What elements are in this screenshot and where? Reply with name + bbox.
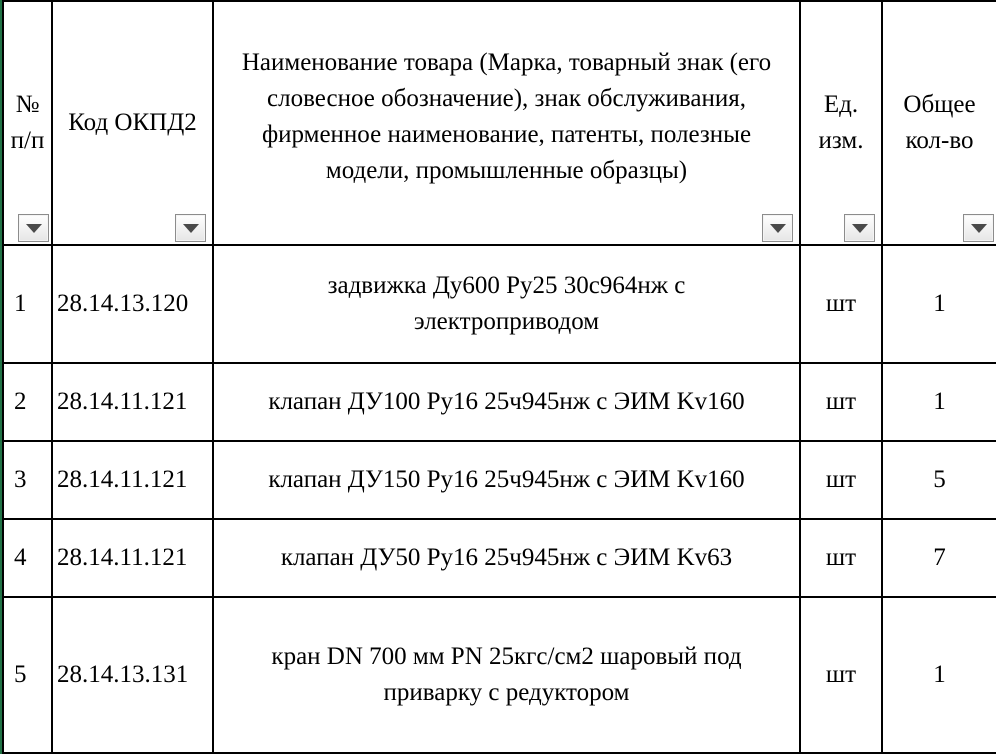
cell-num[interactable]: 5 [3, 597, 52, 753]
cell-unit[interactable]: шт [800, 363, 882, 441]
cell-qty[interactable]: 7 [882, 519, 996, 597]
column-header-code-label: Код ОКПД2 [68, 109, 197, 136]
column-header-code [52, 1, 213, 245]
dropdown-arrow-icon [770, 224, 786, 233]
table-row [3, 363, 996, 441]
column-header-name-label: Наименование товара (Марка, товарный знак (его словесное обозначение), знак обслуживания, фирменное наименование, патенты, полезные модели, промышленные образцы) [241, 49, 772, 184]
filter-button-name[interactable] [762, 214, 793, 242]
cell-code[interactable]: 28.14.13.131 [52, 597, 213, 753]
cell-num[interactable]: 3 [3, 441, 52, 519]
cell-num[interactable]: 1 [3, 245, 52, 363]
column-header-name [213, 1, 800, 245]
filter-button-code[interactable] [175, 214, 206, 242]
column-header-unit [800, 1, 882, 245]
table-row [3, 597, 996, 753]
table-row [3, 519, 996, 597]
dropdown-arrow-icon [852, 224, 868, 233]
cell-unit[interactable]: шт [800, 441, 882, 519]
cell-code[interactable]: 28.14.11.121 [52, 363, 213, 441]
filter-button-num[interactable] [18, 214, 49, 242]
column-header-qty [882, 1, 996, 245]
table-row [3, 441, 996, 519]
products-table [2, 0, 996, 754]
cell-name[interactable]: кран DN 700 мм PN 25кгс/см2 шаровый под приварку с редуктором [213, 597, 800, 753]
dropdown-arrow-icon [183, 224, 199, 233]
cell-name[interactable]: задвижка Ду600 Ру25 30с964нж с электроприводом [213, 245, 800, 363]
cell-unit[interactable]: шт [800, 245, 882, 363]
cell-code[interactable]: 28.14.11.121 [52, 441, 213, 519]
cell-name[interactable]: клапан ДУ100 Ру16 25ч945нж с ЭИМ Kv160 [213, 363, 800, 441]
cell-name[interactable]: клапан ДУ150 Ру16 25ч945нж с ЭИМ Kv160 [213, 441, 800, 519]
cell-qty[interactable]: 1 [882, 245, 996, 363]
column-header-qty-label: Общее кол-во [903, 91, 976, 154]
cell-qty[interactable]: 1 [882, 597, 996, 753]
cell-qty[interactable]: 1 [882, 363, 996, 441]
dropdown-arrow-icon [26, 224, 42, 233]
cell-code[interactable]: 28.14.11.121 [52, 519, 213, 597]
column-header-num [3, 1, 52, 245]
column-header-num-label: № п/п [10, 91, 45, 154]
cell-num[interactable]: 4 [3, 519, 52, 597]
cell-unit[interactable]: шт [800, 597, 882, 753]
cell-unit[interactable]: шт [800, 519, 882, 597]
table-row [3, 245, 996, 363]
column-header-unit-label: Ед. изм. [818, 91, 864, 154]
dropdown-arrow-icon [971, 224, 987, 233]
cell-qty[interactable]: 5 [882, 441, 996, 519]
filter-button-unit[interactable] [844, 214, 875, 242]
cell-name[interactable]: клапан ДУ50 Ру16 25ч945нж с ЭИМ Kv63 [213, 519, 800, 597]
cell-code[interactable]: 28.14.13.120 [52, 245, 213, 363]
filter-button-qty[interactable] [963, 214, 994, 242]
cell-num[interactable]: 2 [3, 363, 52, 441]
header-row [3, 1, 996, 245]
